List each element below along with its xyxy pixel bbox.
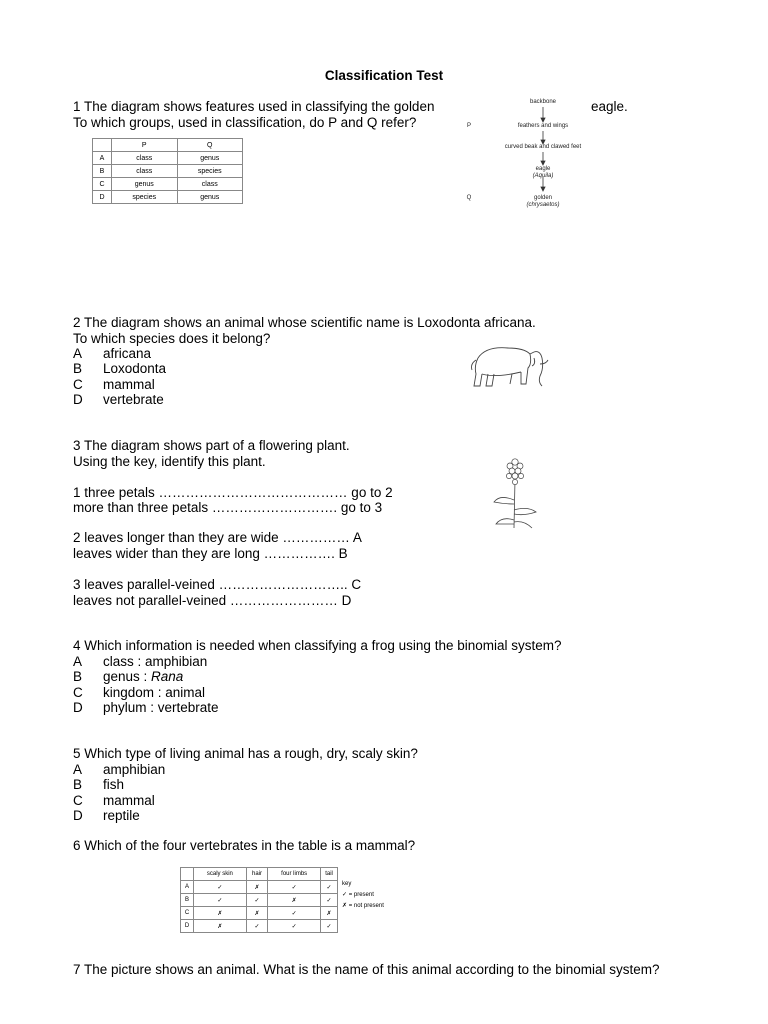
cell: ✓ bbox=[268, 881, 321, 894]
cell-q: class bbox=[177, 178, 243, 191]
option-text: Loxodonta bbox=[103, 361, 167, 376]
table-row bbox=[93, 165, 243, 178]
row-letter: D bbox=[93, 191, 112, 204]
diagram-beak: curved beak and clawed feet bbox=[504, 144, 582, 150]
option-text: reptile bbox=[103, 808, 140, 823]
q5-line1: 5 Which type of living animal has a rough, dry, scaly skin? bbox=[73, 746, 418, 761]
q1-line1-end: eagle. bbox=[591, 99, 628, 114]
q4-option bbox=[73, 654, 207, 670]
row-letter: C bbox=[181, 907, 194, 920]
cell: ✓ bbox=[194, 894, 247, 907]
q1-header-p: P bbox=[112, 139, 178, 152]
cell-q: genus bbox=[177, 152, 243, 165]
option-letter: C bbox=[73, 377, 83, 392]
option-letter: B bbox=[73, 669, 83, 684]
q6-header-tail: tail bbox=[321, 868, 338, 881]
cell: ✗ bbox=[321, 907, 338, 920]
diagram-golden-latin: (chrysaetos) bbox=[526, 202, 560, 208]
elephant-image bbox=[466, 338, 552, 392]
q6-table-header bbox=[181, 868, 338, 881]
option-text: kingdom : animal bbox=[103, 685, 206, 700]
cell: ✓ bbox=[321, 894, 338, 907]
q3-key-line: 3 leaves parallel-veined ……………………….. C bbox=[73, 577, 362, 592]
q3-key-line: 1 three petals …………………………………… go to 2 bbox=[73, 485, 393, 500]
q2-option bbox=[73, 346, 151, 362]
q3-line1: 3 The diagram shows part of a flowering plant. bbox=[73, 438, 350, 453]
table-row bbox=[93, 152, 243, 165]
option-letter: A bbox=[73, 654, 83, 669]
cell: ✗ bbox=[194, 920, 247, 933]
row-letter: C bbox=[93, 178, 112, 191]
cell: ✗ bbox=[194, 907, 247, 920]
cell-p: genus bbox=[112, 178, 178, 191]
q6-header-limbs: four limbs bbox=[268, 868, 321, 881]
q3-key-line: more than three petals ………………………. go to 3 bbox=[73, 500, 383, 515]
option-text: genus : bbox=[103, 669, 152, 684]
q6-header-scaly: scaly skin bbox=[194, 868, 247, 881]
option-italic: Rana bbox=[151, 669, 184, 684]
q1-table bbox=[92, 138, 243, 204]
q4-option bbox=[73, 685, 205, 701]
diagram-eagle-latin: (Aquila) bbox=[532, 173, 554, 179]
classification-diagram bbox=[466, 96, 620, 216]
q1-header-blank bbox=[93, 139, 112, 152]
cell: ✓ bbox=[246, 894, 268, 907]
q2-option bbox=[73, 361, 166, 377]
row-letter: A bbox=[181, 881, 194, 894]
option-text: mammal bbox=[103, 793, 155, 808]
page-title: Classification Test bbox=[324, 68, 444, 83]
q3-key-line: 2 leaves longer than they are wide …………… A bbox=[73, 530, 362, 545]
q6-key-not-present: ✗ = not present bbox=[342, 903, 384, 909]
diagram-feathers: feathers and wings bbox=[517, 123, 569, 129]
q2-line2: To which species does it belong? bbox=[73, 331, 271, 346]
option-letter: B bbox=[73, 361, 83, 376]
option-letter: D bbox=[73, 808, 83, 823]
cell: ✓ bbox=[321, 881, 338, 894]
option-text: class : amphibian bbox=[103, 654, 208, 669]
q2-option bbox=[73, 377, 155, 393]
q4-option bbox=[73, 669, 183, 685]
cell: ✓ bbox=[194, 881, 247, 894]
q5-option bbox=[73, 762, 165, 778]
q6-key-present: ✓ = present bbox=[342, 892, 374, 898]
diagram-q-label: Q bbox=[466, 195, 472, 201]
q7-line1: 7 The picture shows an animal. What is the name of this animal according to the binomial system? bbox=[73, 962, 660, 977]
q5-option bbox=[73, 793, 155, 809]
q1-header-q: Q bbox=[177, 139, 243, 152]
q5-option bbox=[73, 777, 124, 793]
cell-q: species bbox=[177, 165, 243, 178]
q4-option bbox=[73, 700, 219, 716]
q6-key-title: key bbox=[342, 881, 352, 887]
table-row bbox=[93, 178, 243, 191]
flowering-plant-image bbox=[490, 456, 540, 530]
cell: ✓ bbox=[268, 907, 321, 920]
option-letter: D bbox=[73, 700, 83, 715]
diagram-backbone: backbone bbox=[529, 99, 557, 105]
q6-header-blank bbox=[181, 868, 194, 881]
option-letter: D bbox=[73, 392, 83, 407]
q1-line1: 1 The diagram shows features used in classifying the golden bbox=[73, 99, 435, 114]
q1-table-header bbox=[93, 139, 243, 152]
q3-key-line: leaves not parallel-veined …………………… D bbox=[73, 593, 352, 608]
cell-p: class bbox=[112, 165, 178, 178]
row-letter: B bbox=[93, 165, 112, 178]
diagram-golden: golden bbox=[533, 195, 553, 201]
option-letter: C bbox=[73, 793, 83, 808]
option-text: mammal bbox=[103, 377, 155, 392]
option-letter: C bbox=[73, 685, 83, 700]
q2-option bbox=[73, 392, 164, 408]
q6-table bbox=[180, 867, 338, 933]
q3-key-line: leaves wider than they are long ……………. B bbox=[73, 546, 348, 561]
cell: ✗ bbox=[268, 894, 321, 907]
cell: ✗ bbox=[246, 907, 268, 920]
cell: ✓ bbox=[321, 920, 338, 933]
option-text: amphibian bbox=[103, 762, 166, 777]
cell: ✗ bbox=[246, 881, 268, 894]
option-letter: A bbox=[73, 346, 83, 361]
q3-line2: Using the key, identify this plant. bbox=[73, 454, 266, 469]
cell-p: species bbox=[112, 191, 178, 204]
diagram-p-label: P bbox=[466, 123, 471, 129]
option-text: phylum : vertebrate bbox=[103, 700, 219, 715]
q6-header-hair: hair bbox=[246, 868, 268, 881]
table-row bbox=[181, 894, 338, 907]
diagram-eagle: eagle bbox=[535, 166, 551, 172]
table-row bbox=[181, 920, 338, 933]
q5-option bbox=[73, 808, 140, 824]
option-letter: B bbox=[73, 777, 83, 792]
table-row bbox=[93, 191, 243, 204]
option-text: africana bbox=[103, 346, 152, 361]
option-letter: A bbox=[73, 762, 83, 777]
row-letter: D bbox=[181, 920, 194, 933]
row-letter: A bbox=[93, 152, 112, 165]
q6-line1: 6 Which of the four vertebrates in the table is a mammal? bbox=[73, 838, 416, 853]
q2-line1: 2 The diagram shows an animal whose scientific name is Loxodonta africana. bbox=[73, 315, 536, 330]
cell-p: class bbox=[112, 152, 178, 165]
cell: ✓ bbox=[268, 920, 321, 933]
q1-line2: To which groups, used in classification, do P and Q refer? bbox=[73, 115, 417, 130]
q4-line1: 4 Which information is needed when classifying a frog using the binomial system? bbox=[73, 638, 562, 653]
table-row bbox=[181, 881, 338, 894]
row-letter: B bbox=[181, 894, 194, 907]
table-row bbox=[181, 907, 338, 920]
cell: ✓ bbox=[246, 920, 268, 933]
option-text: vertebrate bbox=[103, 392, 164, 407]
option-text: fish bbox=[103, 777, 125, 792]
cell-q: genus bbox=[177, 191, 243, 204]
